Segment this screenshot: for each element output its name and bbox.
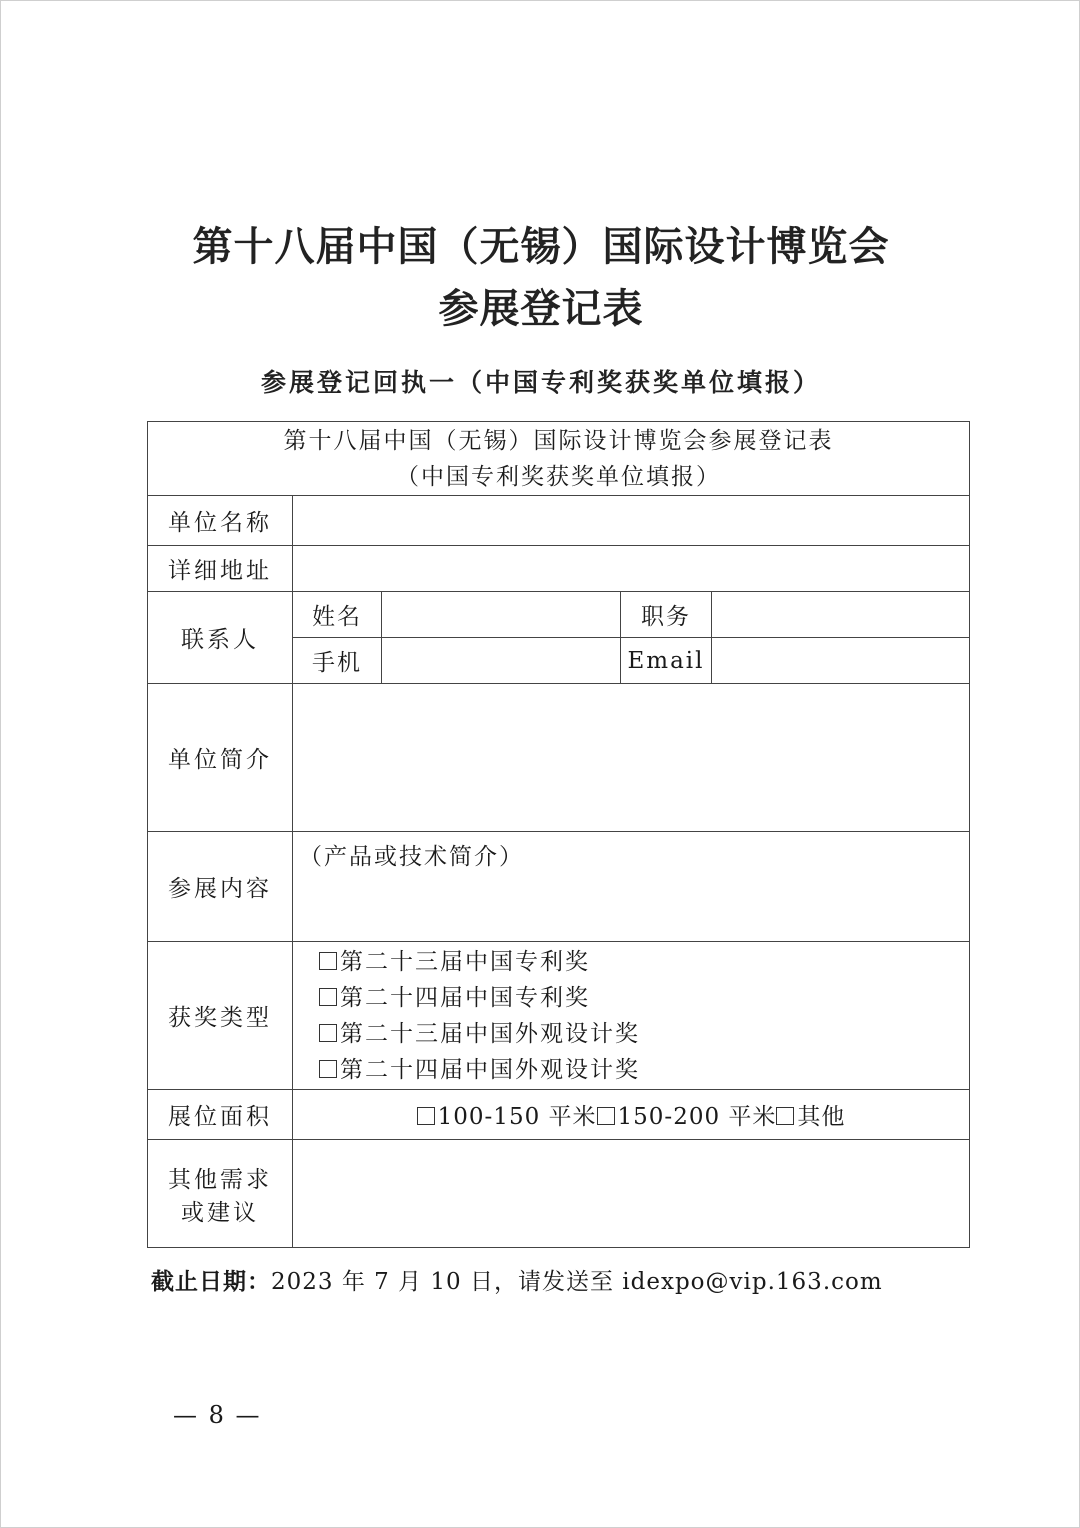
exhibit-content-note: （产品或技术简介） [299,844,524,870]
award-option[interactable] [319,944,969,980]
document-title-line1: 第十八届中国（无锡）国际设计博览会 [192,223,890,270]
booth-area-label: 展位面积 [148,1090,293,1140]
contact-name-label: 姓名 [293,592,382,638]
checkbox-icon[interactable] [417,1107,435,1125]
award-option-label: 第二十四届中国外观设计奖 [340,1056,640,1083]
award-option-label: 第二十四届中国专利奖 [340,984,590,1011]
other-requests-label-line2: 或建议 [181,1199,259,1226]
form-subtitle: 参展登记回执一（中国专利奖获奖单位填报） [260,368,821,397]
checkbox-icon[interactable] [319,988,337,1006]
deadline-text: 2023 年 7 月 10 日，请发送至 idexpo@vip.163.com [271,1269,883,1295]
checkbox-icon[interactable] [776,1107,794,1125]
award-type-label: 获奖类型 [148,942,293,1090]
exhibit-content-label: 参展内容 [148,832,293,942]
checkbox-icon[interactable] [597,1107,615,1125]
company-profile-label: 单位简介 [148,684,293,832]
contact-mobile-field[interactable] [382,638,621,684]
booth-option-label: 150-200 平米 [617,1104,777,1130]
award-type-options [293,942,970,1090]
deadline-note [151,1263,883,1296]
checkbox-icon[interactable] [319,952,337,970]
award-option-label: 第二十三届中国专利奖 [340,948,590,975]
address-label: 详细地址 [148,546,293,592]
contact-email-label: Email [621,638,712,684]
table-header [148,422,970,496]
registration-form-table [147,421,970,1248]
award-option[interactable] [319,1052,969,1088]
company-name-label: 单位名称 [148,496,293,546]
document-title-line2: 参展登记表 [438,285,644,332]
other-requests-label-line1: 其他需求 [168,1166,272,1193]
booth-option-label: 100-150 平米 [437,1104,597,1130]
contact-email-field[interactable] [712,638,970,684]
other-requests-field[interactable] [293,1140,970,1248]
page-number: — 8 — [173,1401,262,1429]
award-option-label: 第二十三届中国外观设计奖 [340,1020,640,1047]
company-name-field[interactable] [293,496,970,546]
table-header-line2: （中国专利奖获奖单位填报） [396,463,722,490]
address-field[interactable] [293,546,970,592]
award-option[interactable] [319,980,969,1016]
checkbox-icon[interactable] [319,1024,337,1042]
other-requests-label [148,1140,293,1248]
award-option[interactable] [319,1016,969,1052]
contact-mobile-label: 手机 [293,638,382,684]
booth-area-options [293,1090,970,1140]
exhibit-content-field[interactable] [293,832,970,942]
checkbox-icon[interactable] [319,1060,337,1078]
contact-label: 联系人 [148,592,293,684]
booth-option-label: 其他 [797,1104,846,1130]
contact-name-field[interactable] [382,592,621,638]
company-profile-field[interactable] [293,684,970,832]
contact-position-label: 职务 [621,592,712,638]
deadline-label: 截止日期： [151,1269,271,1295]
table-header-line1: 第十八届中国（无锡）国际设计博览会参展登记表 [283,427,834,454]
contact-position-field[interactable] [712,592,970,638]
